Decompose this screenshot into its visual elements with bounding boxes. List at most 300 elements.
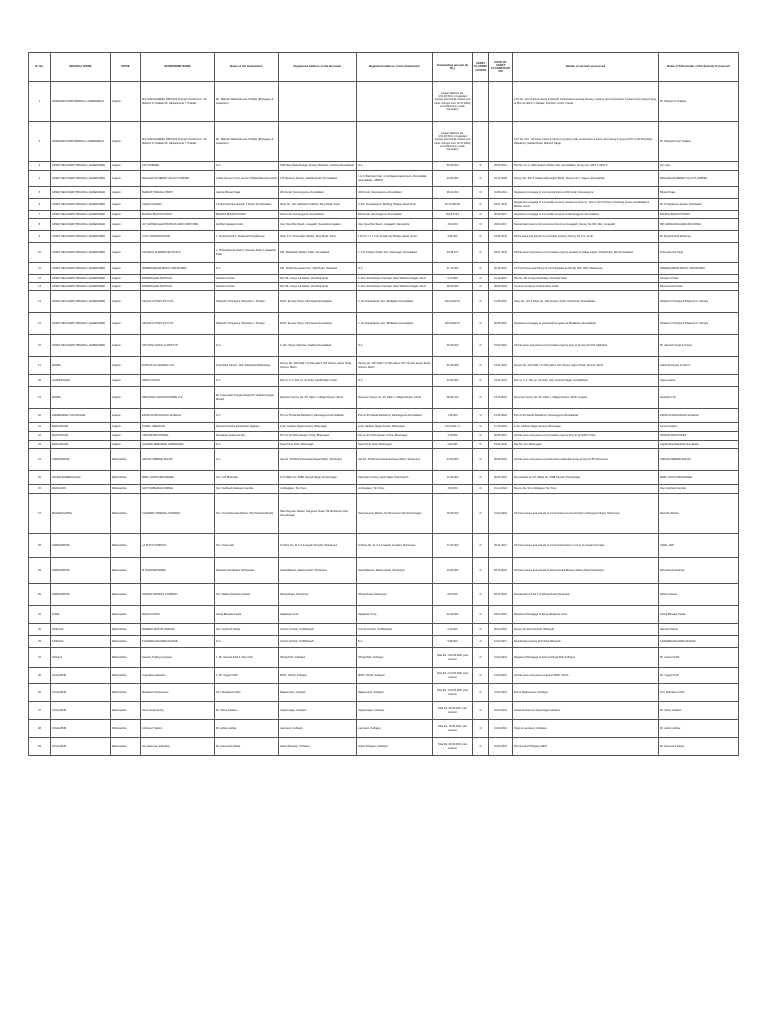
title-holder: BHUPAL BHUPAT POPAT xyxy=(659,211,739,219)
column-header: DATE OF ASSET CLASSIFICATION xyxy=(489,53,513,82)
guarantor-address: Hadapsar, Pune xyxy=(357,606,433,624)
guarantor-names: Rameshchandra Karsanbhai Jagatani xyxy=(215,423,279,432)
state: Gujarat xyxy=(111,357,141,375)
borrower-address: Gokul Bhavan, Station Road, Shrirampur xyxy=(279,558,357,584)
branch-name: ASSET RECOVERY BRANCH, AHMEDABAD xyxy=(51,263,111,275)
borrower-name: BABU JANTIN BHANDARE xyxy=(141,471,215,485)
borrower-address: Flat no. F-1, Plot no. 61 Ankit, Gandhidham Kutch xyxy=(279,375,357,387)
outstanding-amount: 9,70,000 xyxy=(433,275,473,283)
outstanding-amount: 1,30,000 xyxy=(433,409,473,423)
guarantor-names: N.A. xyxy=(215,335,279,357)
state: Gujarat xyxy=(111,313,141,335)
classification-date: 30.10.2007 xyxy=(489,263,513,275)
guarantor-address: Survey No. 240 Paiki 7 & 240 paiki 2, 8th, Ghuntu Jetpur Road, Ghuntu, Morbi xyxy=(357,357,433,375)
guarantor-names: Smt. Rekha Subhash Chavan xyxy=(215,584,279,606)
state: Gujarat xyxy=(111,409,141,423)
borrower-name: CHHAJ NAGRAJ xyxy=(141,199,215,211)
title-holder: Sapna Gupta xyxy=(659,375,739,387)
branch-name: ASSET RECOVERY BRANCH, AHMEDABAD xyxy=(51,283,111,291)
branch-name: KOLHAPUR xyxy=(51,720,111,738)
borrower-name: SILVAN COTTEX PVT LTD xyxy=(141,291,215,313)
branch-name: ASSET RECOVERY BRANCH, AHMEDABAD xyxy=(51,335,111,357)
table-row xyxy=(29,684,739,702)
title-holder: Rekha Chavan xyxy=(659,584,739,606)
borrower-name: SILVAN COTTEX PVT LTD xyxy=(141,313,215,335)
classification-date: 31.03.2021 xyxy=(489,720,513,738)
asset-classification: D xyxy=(473,449,489,471)
state: Gujarat xyxy=(111,423,141,432)
title-holder: Smt. Mahalaxmi Patil xyxy=(659,684,739,702)
serial-number: 28 xyxy=(29,534,51,558)
outstanding-amount: Total Rs. 75,00,000/- plus interest xyxy=(433,720,473,738)
branch-name: ASSETRECOVERYBRANCH, AHMEDABAD xyxy=(51,122,111,162)
state: Gujarat xyxy=(111,291,141,313)
borrower-name: SANTOSH SINGH & KRISTYN xyxy=(141,335,215,357)
guarantor-address: Laxmipuri, Kolhapur xyxy=(357,720,433,738)
classification-date: 31.03.2017 xyxy=(489,636,513,648)
serial-number: 22 xyxy=(29,432,51,441)
branch-name: SHRIRAMPUR xyxy=(51,584,111,606)
serial-number: 10 xyxy=(29,243,51,263)
branch-name: KOLHAPUR xyxy=(51,684,111,702)
guarantor-address: At Shop No. 11 to 14 Gayatri Complex Shrirampur xyxy=(357,534,433,558)
asset-classification: D xyxy=(473,471,489,485)
asset-classification: D xyxy=(473,313,489,335)
table-row xyxy=(29,275,739,283)
outstanding-amount: 3,06,000 xyxy=(433,231,473,243)
table-row xyxy=(29,122,739,162)
state: Maharashtra xyxy=(111,606,141,624)
asset-classification: D xyxy=(473,335,489,357)
security-details: All those pieces and parcels of constructed shops no 11 to 14 Gayatri Complex xyxy=(513,534,659,558)
serial-number: 26 xyxy=(29,485,51,494)
security-details: Residential property with structure thereon at Junagadh, Survey No 453, Dist. Junagadh xyxy=(513,219,659,231)
outstanding-amount: 78,02,673.4 xyxy=(433,211,473,219)
table-row xyxy=(29,231,739,243)
guarantor-address: Plot no 42 GIDC Estate, Chitra, Bhavnagar xyxy=(357,432,433,441)
guarantor-names: Mr. Shree Kulkarni xyxy=(215,702,279,720)
guarantor-address: N.A xyxy=(357,263,433,275)
table-row xyxy=(29,636,739,648)
table-row xyxy=(29,449,739,471)
title-holder: VIMAL JAIN xyxy=(659,534,739,558)
title-holder: Mr. Shree Kulkarni xyxy=(659,702,739,720)
borrower-name: BHUVI FOODS xyxy=(141,606,215,624)
recovery-register-table xyxy=(28,52,739,756)
guarantor-names: Mr. Ashok Jadhav xyxy=(215,720,279,738)
title-holder: Bhuvaneswar Patel xyxy=(659,283,739,291)
table-row xyxy=(29,162,739,171)
title-holder: BAGHAVLAD MERRY ALLOYS LIMITED xyxy=(659,171,739,187)
column-header: Details of security possessed xyxy=(513,53,659,82)
state: Maharashtra xyxy=(111,668,141,684)
branch-name: Kolhapur xyxy=(51,648,111,668)
classification-date: 15.07.2022 xyxy=(489,199,513,211)
table-row xyxy=(29,357,739,375)
serial-number: 19 xyxy=(29,387,51,409)
title-holder: Ani vivier xyxy=(659,162,739,171)
outstanding-amount: 10,00,000 xyxy=(433,375,473,387)
branch-name: ASSET RECOVERY BRANCH, AHMEDABAD xyxy=(51,275,111,283)
borrower-address xyxy=(279,122,357,162)
table-row xyxy=(29,199,739,211)
borrower-address: Shivaji Road, Shrirampur xyxy=(279,584,357,606)
title-holder: Bharat Prajat xyxy=(659,187,739,199)
asset-classification: D xyxy=(473,211,489,219)
table-row xyxy=(29,441,739,449)
asset-classification: D xyxy=(473,636,489,648)
borrower-name: JAGDISH BABUBHAI JINMAKARIA xyxy=(141,441,215,449)
classification-date: 30.06.2013 xyxy=(489,432,513,441)
borrower-address: Laxmipuri, Kolhapur xyxy=(279,720,357,738)
branch-name: ASSET RECOVERY BRANCH, AHMEDABAD xyxy=(51,187,111,199)
outstanding-amount: Ledger Balance Rs. 4,01,40,531/- (Unapplied interest plus Penal interest and other charges from 02.07.2020) (Conditional by mode thereafter) xyxy=(433,122,473,162)
classification-date: 01.12.2022 xyxy=(489,485,513,494)
guarantor-names: Harsha Bharat Prajat xyxy=(215,187,279,199)
table-row xyxy=(29,738,739,756)
security-details: Registered mortgage of immovable property situated at shop no. 102 on the first floor of building known as Mahalaxmi Market, Surat xyxy=(513,199,659,211)
branch-name: ASSET RECOVERY BRANCH, AHMEDABAD xyxy=(51,211,111,219)
state: Maharashtra xyxy=(111,485,141,494)
asset-classification: D xyxy=(473,606,489,624)
table-row xyxy=(29,534,739,558)
branch-name: MORBI xyxy=(51,357,111,375)
borrower-name: RAMKRISHNA TEXTILES xyxy=(141,275,215,283)
classification-date: 06.08.2019 xyxy=(489,449,513,471)
borrower-name: Yoginatha Industries xyxy=(141,668,215,684)
borrower-address: 203 Furah, Navrangpura, Ahmedabad xyxy=(279,211,357,219)
security-details: Industrial shed at Udyamnagar Kolhapur xyxy=(513,702,659,720)
borrower-address: Plot 28, Umiya Ind Estate, Dumbhal Surat xyxy=(279,283,357,291)
outstanding-amount: Total Rs. 2,10,00,000/- plus interest xyxy=(433,668,473,684)
outstanding-amount: 40,69,977 xyxy=(433,243,473,263)
serial-number: 7 xyxy=(29,211,51,219)
security-details: Plot No. 10-1, GIDC Estate Chhiba, Dist. Ahmedabad, Survey No. 2007 & 1962 P xyxy=(513,162,659,171)
outstanding-amount: 48,00,000 xyxy=(433,283,473,291)
state: Gujarat xyxy=(111,432,141,441)
branch-name: SAVEDI AHMEDNAGAR xyxy=(51,471,111,485)
guarantor-address: C-4/1, Pushpakunj 2, Building, Bhattar Road Surat xyxy=(357,199,433,211)
outstanding-amount: 5,20,000 xyxy=(433,624,473,636)
branch-name: ASSET RECOVERY BRANCH, AHMEDABAD xyxy=(51,219,111,231)
classification-date: 21.01.2021 xyxy=(489,375,513,387)
classification-date: 30.01.2017 xyxy=(489,534,513,558)
asset-classification: D xyxy=(473,283,489,291)
borrower-name: KOMAL CREATION xyxy=(141,423,215,432)
classification-date: 31.03.2021 xyxy=(489,668,513,684)
serial-number: 37 xyxy=(29,702,51,720)
column-header: BRANCH_NAME xyxy=(51,53,111,82)
outstanding-amount: 15,00,000 xyxy=(433,494,473,534)
classification-date: 30.03.2019 xyxy=(489,624,513,636)
outstanding-amount: 4,62,000 xyxy=(433,485,473,494)
guarantor-names: Mr. Hanumant Pawar xyxy=(215,738,279,756)
serial-number: 24 xyxy=(29,449,51,471)
classification-date: 12.05.2022 xyxy=(489,409,513,423)
serial-number: 11 xyxy=(29,263,51,275)
title-holder: Gopi Subhash Kamble xyxy=(659,485,739,494)
title-holder: Mr. Ganesh Patil xyxy=(659,648,739,668)
guarantor-names: 1. Sureshchand 2. Mudamal Sureshkumar xyxy=(215,231,279,243)
title-holder: Ramesh Parkar xyxy=(659,624,739,636)
guarantor-names: Smt. Vimal Ravindra Borkar, Shri Ravindra Borkar xyxy=(215,494,279,534)
table-row xyxy=(29,313,739,335)
state: Gujarat xyxy=(111,387,141,409)
asset-classification: D xyxy=(473,702,489,720)
branch-name: BHAVNAGAR xyxy=(51,423,111,432)
classification-date: 30.08.2015 xyxy=(489,313,513,335)
asset-classification: D xyxy=(473,738,489,756)
table-row xyxy=(29,219,739,231)
guarantor-address: N.A. xyxy=(357,636,433,648)
guarantor-names: Smt. Subhash Dattaram Kamble xyxy=(215,485,279,494)
table-row xyxy=(29,624,739,636)
branch-name: KOLHAPUR xyxy=(51,702,111,720)
borrower-address: Rajarampuri, Kolhapur xyxy=(279,684,357,702)
outstanding-amount: Total Rs. 90,00,000/- plus interest xyxy=(433,702,473,720)
borrower-address: MIDC, Shiroli, Kolhapur xyxy=(279,668,357,684)
column-header: Registered address of the Guarantor/s xyxy=(357,53,433,82)
asset-classification: D xyxy=(473,648,489,668)
guarantor-address: Opp. New Bus Stand, Junagadh, Saurashtra xyxy=(357,219,433,231)
security-details: Survey No. 91 at Wadgaon Tal. Pune xyxy=(513,485,659,494)
borrower-name: Mahalaxmi Enterprises xyxy=(141,684,215,702)
outstanding-amount: 5,08,000 xyxy=(433,636,473,648)
classification-date: 31.03.2021 xyxy=(489,702,513,720)
classification-date: 29.03.2017 xyxy=(489,219,513,231)
security-details: Survey No. 307 & Village Mehmadpur Block, Survey No 1, Rajpur, Ahmedabad xyxy=(513,171,659,187)
guarantor-names: 1. Mr. Ganesh Patil 2. Mrs. Patil xyxy=(215,648,279,668)
borrower-address: 30/47, Empire Tower, Panchwati Ahmedabad xyxy=(279,291,357,313)
asset-classification: D xyxy=(473,684,489,702)
table-row xyxy=(29,648,739,668)
classification-date: 25.09.2014 xyxy=(489,162,513,171)
guarantor-names: Ms. Mahesh Maheshkumar Thakkar (Mortgagor & Guarantor) xyxy=(215,122,279,162)
state: Maharashtra xyxy=(111,494,141,534)
branch-name: KOLHAPUR xyxy=(51,738,111,756)
serial-number: 33 xyxy=(29,636,51,648)
asset-classification: D xyxy=(473,219,489,231)
classification-date: 31.12.2009 xyxy=(489,171,513,187)
guarantor-names: Smt. Vimal Jain xyxy=(215,534,279,558)
security-details: Registered mortgage of commercial shop at 204 Furah, Navrangpura xyxy=(513,187,659,199)
asset-classification: D xyxy=(473,275,489,283)
serial-number: 21 xyxy=(29,423,51,432)
borrower-address: Survey No. 240 Paiki 7 & 240 paiki 2, 8th Ghuntu Jetpur Road, Ghuntu, Morbi xyxy=(279,357,357,375)
asset-classification: D xyxy=(473,171,489,187)
borrower-name: LA PHOT COMPANY xyxy=(141,534,215,558)
branch-name: KOLHAPUR xyxy=(51,668,111,684)
guarantor-address: 203 Furah, Navrangpura, Ahmedabad xyxy=(357,211,433,219)
borrower-address: Near Prime Vihar, Bhavnagar xyxy=(279,441,357,449)
borrower-name: RAMKRISHNA TEXTILES xyxy=(141,283,215,291)
outstanding-amount: 27,10,000 xyxy=(433,263,473,275)
serial-number: 36 xyxy=(29,684,51,702)
security-details: Plot no 55 Zainab Residency, Navrangpura Ahmedabad xyxy=(513,409,659,423)
table-row xyxy=(29,432,739,441)
security-details: Flat situated at G.P. Milkat No. 5088 Savedi, Ahmednagar xyxy=(513,471,659,485)
borrower-name: BHUPAL BHUPAT POPAT xyxy=(141,211,215,219)
state: Maharashtra xyxy=(111,684,141,702)
table-row xyxy=(29,409,739,423)
guarantor-address: At Post Kinhole, Tal Bhiwandi xyxy=(357,624,433,636)
security-details: L/37 No. 421 - All those pieces & parcel of property with construction & future there being & lying at Plot no 35 Shantiban Residency, Nadiad Road, Mahesh Nagar xyxy=(513,122,659,162)
state: Gujarat xyxy=(111,335,141,357)
column-header: Name of the Guarantor/s xyxy=(215,53,279,82)
borrower-address: Udyamnagar, Kolhapur xyxy=(279,702,357,720)
guarantor-address: 1. 2 & 3 Mayur Pankh Soc. Maninagar, Ahmedabad xyxy=(357,243,433,263)
column-header: STATE xyxy=(111,53,141,82)
table-row xyxy=(29,187,739,199)
asset-classification: D xyxy=(473,441,489,449)
branch-name: ASSET RECOVERY BRANCH, AHMEDABAD xyxy=(51,243,111,263)
table-row xyxy=(29,558,739,584)
guarantor-names: Ashok Bhaskar Pawar xyxy=(215,606,279,624)
classification-date: 31.08.2015 xyxy=(489,291,513,313)
borrower-name: SHIVAM TRADING COMPANY xyxy=(141,584,215,606)
branch-name: SHRIRAMPUR xyxy=(51,558,111,584)
title-holder: OMKAR AMBADE MAHTA xyxy=(659,449,739,471)
title-holder: Mr. Santosh Singh & Kristyn xyxy=(659,335,739,357)
title-holder: Mr. Yogesh Patil xyxy=(659,668,739,684)
classification-date: 19.05.2022 xyxy=(489,231,513,243)
outstanding-amount: Total Rs. 1,90,00,000/- plus interest xyxy=(433,648,473,668)
borrower-name: CHANDRA TRADING COMPANY xyxy=(141,494,215,534)
outstanding-amount: 46,70,050.00 xyxy=(433,199,473,211)
borrower-name: Jay Hanuman Industries xyxy=(141,738,215,756)
security-details: Residential property at Kinhole Bhiwandi xyxy=(513,636,659,648)
table-row xyxy=(29,291,739,313)
classification-date: 08.08.2022 xyxy=(489,283,513,291)
state: Maharashtra xyxy=(111,648,141,668)
asset-classification: D xyxy=(473,534,489,558)
borrower-address: Gat No. 55 Behind Grampanchayat Office, Shrirampur xyxy=(279,449,357,471)
title-holder: Mr Sureshchand Mudamal xyxy=(659,231,739,243)
guarantor-address: Shivaji Road, Shrirampur xyxy=(357,584,433,606)
guarantor-address: Shivaji Peth, Kolhapur xyxy=(357,648,433,668)
guarantor-address: 1 & 2, Brahmani Flat, nr Ambigama Apartment, Ahmedabad, Ahmedabad - 380015 xyxy=(357,171,433,187)
borrower-address: Plot no 55 Zainab Residency Navrangpura Ahmedabad xyxy=(279,409,357,423)
borrower-name: PARMESHWARI METAL INDUSTRIES xyxy=(141,263,215,275)
classification-date: 18.10.2022 xyxy=(489,387,513,409)
branch-name: ASSET RECOVERY BRANCH, AHMEDABAD xyxy=(51,291,111,313)
guarantor-address: Rajarampuri, Kolhapur xyxy=(357,684,433,702)
borrower-address: Near Nayman Market, Nangnoor Road, Tal Shrirampur Dist Ahmednagar xyxy=(279,494,357,534)
serial-number: 13 xyxy=(29,283,51,291)
table-row xyxy=(29,668,739,684)
borrower-address: At Post Kinhole, Tal Bhiwandi xyxy=(279,636,357,648)
branch-name: SHRIRAMPUR xyxy=(51,534,111,558)
title-holder: Pramodkumar Patel xyxy=(659,243,739,263)
borrower-address: Shop 171, Shree Ram Market, Ring Road, Surat xyxy=(279,231,357,243)
title-holder: Hussain S Patel xyxy=(659,275,739,283)
classification-date: 30.09.2017 xyxy=(489,211,513,219)
classification-date: 06.09.2019 xyxy=(489,471,513,485)
column-header: Registered Address of the Borrower xyxy=(279,53,357,82)
borrower-name: M/S SHRI RAMDEV RBITOLS Through its Partners:- Mr. Mahesh H Thakkar Mr. Rajeshkumar T Thakkar xyxy=(141,82,215,122)
outstanding-amount: 13,00,021.71 xyxy=(433,423,473,432)
outstanding-amount: Total Rs. 60,00,000/- plus interest xyxy=(433,738,473,756)
guarantor-names: N.A. xyxy=(215,449,279,471)
borrower-name: M R ENTERPRISES xyxy=(141,558,215,584)
security-details: Flat No. 2/A, Bhavnagar xyxy=(513,441,659,449)
borrower-address: 204, Prabhodya Apartment, Tilak Road, Vadodara xyxy=(279,263,357,275)
classification-date: 31.08.2013 xyxy=(489,187,513,199)
serial-number: 20 xyxy=(29,409,51,423)
title-holder: Ramnath Deshpande xyxy=(659,558,739,584)
security-details: All that piece and parcel of land at MIDC Shiroli xyxy=(513,668,659,684)
state: Gujarat xyxy=(111,219,141,231)
borrower-name: KHUSHAL PHARMACEUTICALS xyxy=(141,243,215,263)
state: Gujarat xyxy=(111,283,141,291)
security-details: Registered mortgage of immovable property at Navrangpura, Ahmedabad xyxy=(513,211,659,219)
security-details: Registered Mortgage of flat at Hadapsar, Pune xyxy=(513,606,659,624)
borrower-name: RAMESH MOTOR PARKAR xyxy=(141,624,215,636)
guarantor-names: Hussain S Patel xyxy=(215,275,279,283)
guarantor-address: Panchatva Colony, Near Water Tank Savedi xyxy=(357,471,433,485)
asset-classification: D xyxy=(473,375,489,387)
title-holder: Mr. Pushpakunj Hussain Hubchalam xyxy=(659,199,739,211)
borrower-name: OMKAR AMBADE MAHTA xyxy=(141,449,215,471)
guarantor-address: MIDC, Shiroli, Kolhapur xyxy=(357,668,433,684)
outstanding-amount: 26,00,000 xyxy=(433,335,473,357)
table-row xyxy=(29,243,739,263)
guarantor-names: Pravinbhai Kanani, Jatin Ratanbhai Bhaloodiya xyxy=(215,357,279,375)
table-row xyxy=(29,494,739,534)
asset-classification: D xyxy=(473,584,489,606)
state: Gujarat xyxy=(111,122,141,162)
branch-name: BHAVNAGAR xyxy=(51,432,111,441)
outstanding-amount: 23,00,000 xyxy=(433,449,473,471)
security-details: All those pieces and parcels of land at Gokul Bhavan Station Road Shrirampur xyxy=(513,558,659,584)
security-details: Plot at Gokul Shirgaon MIDC xyxy=(513,738,659,756)
asset-classification: D xyxy=(473,423,489,432)
serial-number: 29 xyxy=(29,558,51,584)
branch-name: KINHOLE xyxy=(51,636,111,648)
document-page xyxy=(28,52,738,756)
branch-name: ASSET RECOVERY BRANCH, AHMEDABAD xyxy=(51,171,111,187)
serial-number: 8 xyxy=(29,219,51,231)
serial-number: 9 xyxy=(29,231,51,243)
serial-number: 39 xyxy=(29,738,51,756)
state: Maharashtra xyxy=(111,471,141,485)
borrower-name: JAY GIRNAR ELECTRONICS AND FURNITURE xyxy=(141,219,215,231)
borrower-name: CHANDRA DHANRAJ RANGE xyxy=(141,636,215,648)
title-holder: PARMESHWARI METAL INDUSTRIES xyxy=(659,263,739,275)
guarantor-names: Smt. S B Bhandare xyxy=(215,471,279,485)
guarantor-address: 1 B N K T J 7 C/4, Ghoda City Bhatar Hasda, Surat xyxy=(357,231,433,243)
serial-number: 14 xyxy=(29,291,51,313)
branch-name: ASSET RECOVERY BRANCH, AHMEDABAD xyxy=(51,162,111,171)
column-header: BORROWER NAME xyxy=(141,53,215,82)
state: Gujarat xyxy=(111,275,141,283)
title-holder: Jagdishbhai Babubhai Jinmakaria xyxy=(659,441,739,449)
table-row xyxy=(29,375,739,387)
classification-date xyxy=(489,82,513,122)
borrower-address: Opp. New Bus Stand, Junagadh, Saurashtra Gujarat xyxy=(279,219,357,231)
outstanding-amount: 12,90,000 xyxy=(433,471,473,485)
state: Gujarat xyxy=(111,211,141,219)
serial-number: 3 xyxy=(29,162,51,171)
guarantor-names: 1 Ravi Kumar 2 Arvin Verma 3 Bhikal Baruchen Patel xyxy=(215,171,279,187)
guarantor-address xyxy=(357,122,433,162)
table-row xyxy=(29,423,739,432)
asset-classification: D xyxy=(473,720,489,738)
title-holder: ZAKIR ALTAFHUSAIN LALIWALA xyxy=(659,409,739,423)
borrower-address: Plot 28, Umiya Ind Estate, Dumbhal Surat xyxy=(279,275,357,283)
state: Maharashtra xyxy=(111,624,141,636)
serial-number: 1 xyxy=(29,82,51,122)
